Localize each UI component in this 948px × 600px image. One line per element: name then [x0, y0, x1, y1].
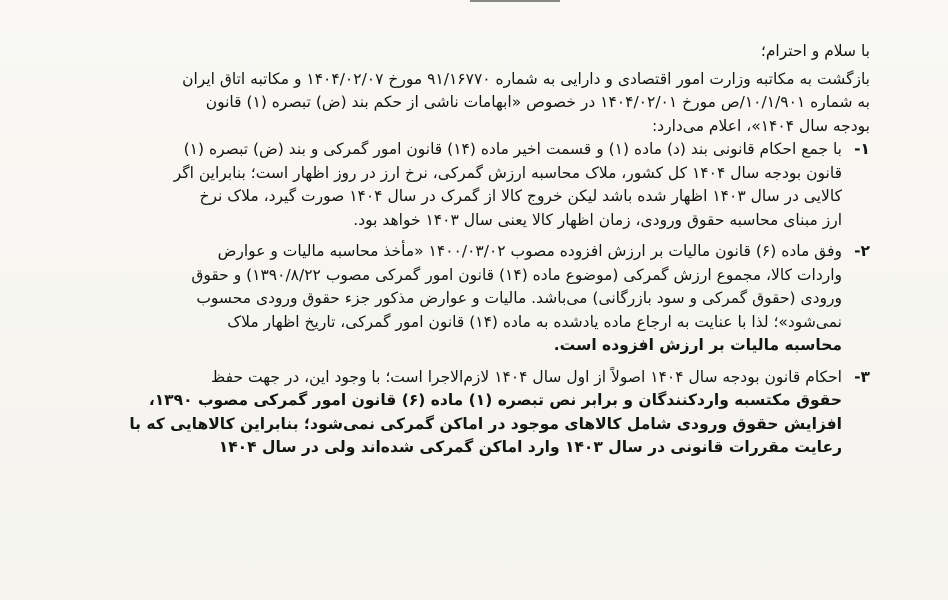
- intro-line-1: بازگشت به مکاتبه وزارت امور اقتصادی و دارایی به شماره ۹۱/۱۶۷۷۰ مورخ ۱۴۰۴/۰۲/۰۷ و مکاتبه اتاق ایران: [182, 69, 870, 88]
- item-2-line-4: نمی‌شود»؛ لذا با عنایت به ارجاع ماده یادشده به ماده (۱۴) قانون امور گمرکی، تاریخ اظهار ملاک: [227, 312, 842, 331]
- item-2-number: ۲-: [854, 242, 870, 260]
- intro-line-2: به شماره ۱۰/۱/۹۰۱/ص مورخ ۱۴۰۴/۰۲/۰۱ در خصوص «ابهامات ناشی از حکم بند (ض) تبصره (۱) قانون: [205, 93, 870, 111]
- letter-body: [90, 40, 870, 460]
- item-3-line-2: حقوق مکتسبه واردکنندگان و برابر نص تبصره (۱) ماده (۶) قانون امور گمرکی مصوب ۱۳۹۰،: [148, 391, 842, 409]
- item-3-line-3: افزایش حقوق ورودی شامل کالاهای موجود در اماکن گمرکی نمی‌شود؛ بنابراین کالاهایی که با: [129, 414, 842, 433]
- item-1-line-3: کالایی در سال ۱۴۰۳ اظهار شده باشد لیکن خروج کالا از گمرک در سال ۱۴۰۴ صورت گیرد، ملاک نرخ: [199, 187, 842, 205]
- item-1-number: ۱-: [854, 140, 870, 158]
- item-2-line-1: [90, 240, 870, 264]
- top-edge-mark: [470, 0, 560, 8]
- item-2-line-3: ورودی (حقوق گمرکی و سود بازرگانی) می‌باشد. مالیات و عوارض مذکور جزء حقوق ورودی محسوب: [196, 289, 842, 307]
- item-3-line-1: [90, 366, 870, 390]
- spacer: [90, 358, 870, 366]
- item-1-line-2: قانون بودجه سال ۱۴۰۴ کل کشور، ملاک محاسبه ارزش گمرکی، نرخ ارز در روز اظهار است؛ بنابراین اگر: [173, 163, 842, 182]
- item-1-line-4: ارز مبنای محاسبه حقوق ورودی، زمان اظهار کالا یعنی سال ۱۴۰۳ خواهد بود.: [353, 210, 842, 229]
- item-2-line-5: محاسبه مالیات بر ارزش افزوده است.: [553, 336, 842, 354]
- item-1-line-1: [90, 138, 870, 162]
- item-3-number: ۳-: [854, 367, 870, 386]
- item-2-line-2: واردات کالا، مجموع ارزش گمرکی (موضوع ماده (۱۴) قانون امور گمرکی مصوب ۱۳۹۰/۸/۲۲) و حقوق: [191, 265, 842, 284]
- intro-line-3: بودجه سال ۱۴۰۴»، اعلام می‌دارد:: [651, 116, 870, 135]
- spacer: [90, 232, 870, 240]
- item-3-line-4: رعایت مقررات قانونی در سال ۱۴۰۳ وارد اماکن گمرکی شده‌اند ولی در سال ۱۴۰۴: [218, 438, 842, 456]
- item-1-text-1: با جمع احکام قانونی بند (د) ماده (۱) و قسمت اخیر ماده (۱۴) قانون امور گمرکی و بند (ض) تبصره (۱): [183, 140, 842, 158]
- item-3-text-1: احکام قانون بودجه سال ۱۴۰۴ اصولاً از اول سال ۱۴۰۴ لازم‌الاجرا است؛ با وجود این، در جهت حفظ: [210, 367, 842, 386]
- greeting-line: با سلام و احترام؛: [760, 42, 870, 60]
- item-2-text-1: وفق ماده (۶) قانون مالیات بر ارزش افزوده مصوب ۱۴۰۰/۰۳/۰۲ «مأخذ محاسبه مالیات و عوارض: [217, 242, 842, 260]
